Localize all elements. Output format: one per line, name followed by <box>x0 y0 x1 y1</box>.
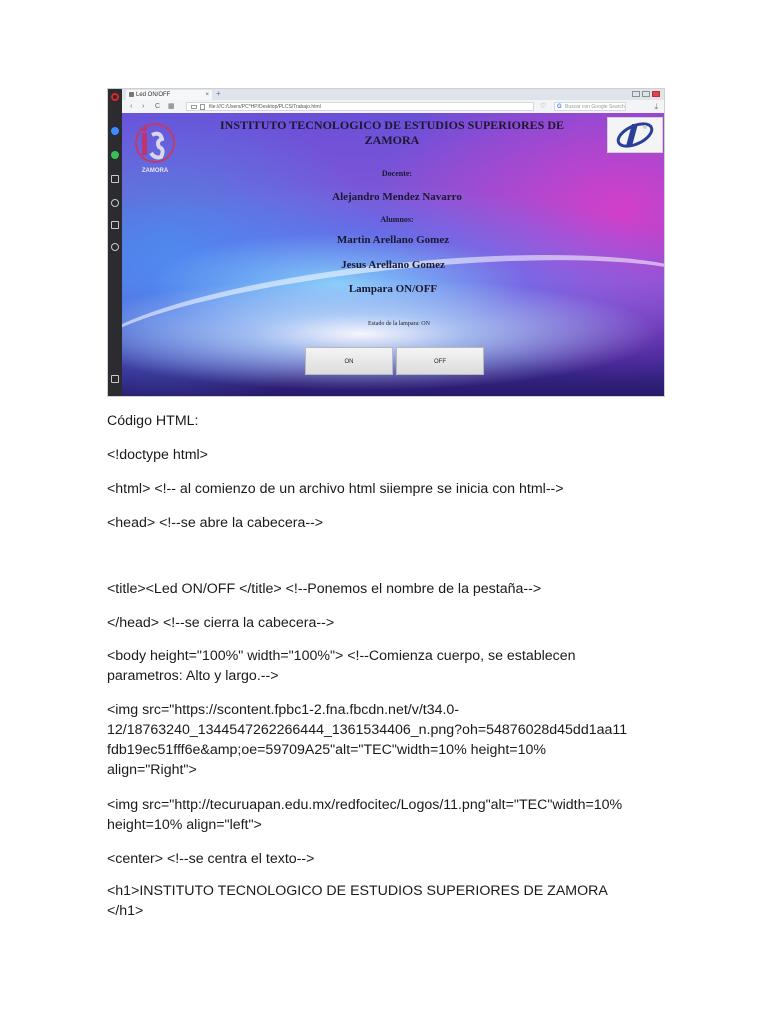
code-text: <html> <!-- al comienzo de un archivo html siiempre se inicia con html--> <box>107 481 564 497</box>
whatsapp-icon <box>111 151 119 159</box>
logo-left-text: ZAMORA <box>141 168 169 174</box>
box-icon <box>111 221 119 229</box>
code-text: </head> <!--se cierra la cabecera--> <box>107 615 335 631</box>
code-text: <!doctype html> <box>107 447 208 463</box>
reload-icon: C <box>155 103 161 110</box>
close-tab-icon: × <box>205 92 209 98</box>
code-text: align="Right"> <box>107 762 197 778</box>
code-text: <title><Led ON/OFF </title> <!--Ponemos el nombre de la pestaña--> <box>107 581 542 597</box>
forward-icon: › <box>142 103 145 110</box>
light-swoosh <box>122 230 664 396</box>
bookmark-heart-icon: ♡ <box>540 103 547 110</box>
messenger-icon <box>111 127 119 135</box>
code-text: <center> <!--se centra el texto--> <box>107 851 315 867</box>
code-line <box>107 579 667 599</box>
code-text: parametros: Alto y largo.--> <box>107 668 279 684</box>
code-text: </h1> <box>107 903 144 919</box>
code-text: fdb19ec51fff6e&amp;oe=59709A25"alt="TEC"width=10% height=10% <box>107 742 546 758</box>
maximize-icon <box>642 91 650 97</box>
heart-icon <box>111 199 119 207</box>
window-controls <box>632 91 660 97</box>
close-window-icon <box>652 91 660 97</box>
code-text: <img src="https://scontent.fpbc1-2.fna.fbcdn.net/v/t34.0- <box>107 702 460 718</box>
opera-icon <box>111 93 119 101</box>
code-line <box>107 795 667 835</box>
code-line <box>107 849 667 869</box>
code-line <box>107 513 667 533</box>
code-text: <head> <!--se abre la cabecera--> <box>107 515 324 531</box>
docente-label: Docente: <box>381 169 413 178</box>
docente-name: Alejandro Mendez Navarro <box>332 191 462 203</box>
off-button: OFF <box>396 347 484 375</box>
webpage <box>122 113 664 396</box>
code-text: 12/18763240_1344547262266444_1361534406_n.png?oh=54876028d45dd1aa11 <box>107 722 628 738</box>
code-text: <h1>INSTITUTO TECNOLOGICO DE ESTUDIOS SUPERIORES DE ZAMORA <box>107 883 608 899</box>
on-button: ON <box>305 347 393 375</box>
download-icon: ⤓ <box>654 102 658 111</box>
page-title: INSTITUTO TECNOLOGICO DE ESTUDIOS SUPERIORES DE ZAMORA <box>220 118 564 147</box>
google-icon: G <box>557 104 562 110</box>
search-box <box>554 102 626 111</box>
alumno-name: Martin Arellano Gomez <box>336 234 450 246</box>
alumno-name: Jesus Arellano Gomez <box>341 259 445 271</box>
new-tab-icon: + <box>216 89 221 98</box>
clock-icon <box>111 243 119 251</box>
url-text: file:///C:/Users/PC*HP/Desktop/PLCS/Trabajo.html <box>209 104 321 110</box>
heading-text: Código HTML: <box>107 413 199 429</box>
exit-icon <box>111 375 119 383</box>
browser-screenshot <box>108 89 664 396</box>
page-subtitle: Lampara ON/OFF <box>348 283 438 295</box>
page-icon <box>129 92 134 97</box>
browser-tabbar <box>122 89 664 100</box>
code-text: height=10% align="left"> <box>107 817 262 833</box>
tabs-icon <box>191 105 197 109</box>
code-text: <body height="100%" width="100%"> <!--Comienza cuerpo, se establecen <box>107 648 576 664</box>
tab-title: Led ON/OFF <box>136 92 171 98</box>
code-line <box>107 479 667 499</box>
code-heading <box>107 411 667 431</box>
browser-tab <box>126 90 212 100</box>
code-line <box>107 700 667 780</box>
minimize-icon <box>632 91 640 97</box>
file-icon <box>200 104 205 110</box>
itesz-logo <box>132 121 178 175</box>
browser-toolbar <box>122 100 664 114</box>
back-icon: ‹ <box>130 103 133 110</box>
speed-dial-icon: ▦ <box>168 103 175 110</box>
tec-logo <box>607 117 663 153</box>
lamp-status: Estado de la lampara: ON <box>368 321 430 327</box>
code-text: <img src="http://tecuruapan.edu.mx/redfocitec/Logos/11.png"alt="TEC"width=10% <box>107 797 623 813</box>
alumnos-label: Alumnos: <box>380 215 414 224</box>
code-line <box>107 646 667 686</box>
code-line <box>107 881 667 921</box>
search-placeholder: Buscar con Google Search <box>565 104 625 110</box>
address-bar <box>186 102 534 111</box>
code-line <box>107 445 667 465</box>
code-line <box>107 613 667 633</box>
browser-sidebar <box>108 89 122 396</box>
grid-icon <box>111 175 119 183</box>
